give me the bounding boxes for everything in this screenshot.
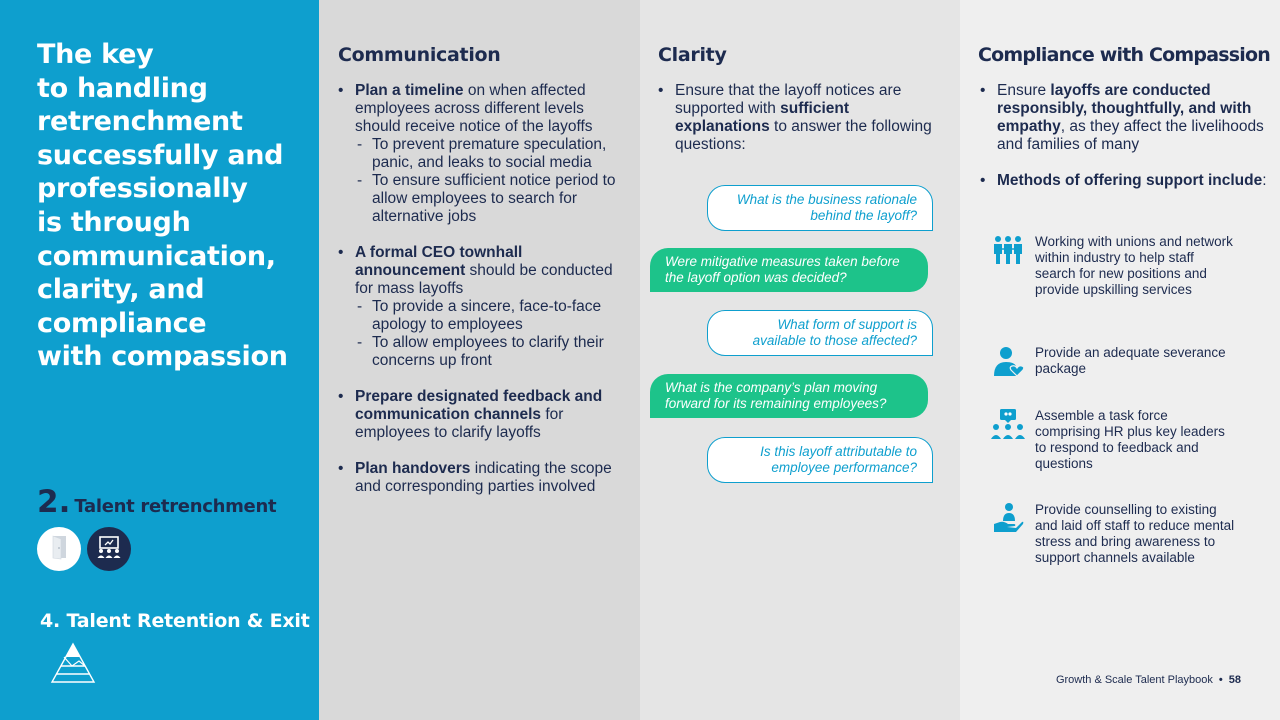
hero-line: with compassion (37, 341, 288, 373)
item-text: , as they affect the livelihoods and families of many (997, 118, 1264, 153)
footer-text: Growth & Scale Talent Playbook (1055, 674, 1213, 686)
subsection-title: 4. Talent Retention & Exit (40, 610, 310, 632)
left-panel (0, 0, 319, 720)
question-bubble: Is this layoff attributable to employee performance? (707, 437, 933, 483)
hero-line: retrenchment (37, 106, 243, 138)
door-icon (48, 534, 70, 565)
list-item (338, 82, 628, 226)
hero-line: clarity, and (37, 274, 205, 306)
communication-list (338, 82, 628, 514)
compliance-title: Compliance with Compassion (978, 44, 1270, 66)
communication-column (319, 0, 640, 720)
support-text: Working with unions and network within industry to help staff search for new positions and provide upskilling services (1035, 234, 1233, 297)
list-item (658, 82, 948, 154)
page-number: 58 (1228, 674, 1241, 686)
list-item (338, 244, 628, 370)
item-bold: A formal CEO townhall announcement (355, 244, 523, 279)
door-nav-button[interactable] (37, 527, 81, 571)
section-marker (37, 484, 276, 520)
item-bold: Prepare designated feedback and communication channels (355, 388, 603, 423)
clarity-title: Clarity (658, 44, 727, 66)
item-bold: Plan a timeline (355, 82, 464, 99)
item-text: indicating the scope and corresponding parties involved (355, 460, 612, 495)
item-bold: sufficient explanations (675, 100, 850, 135)
item-bold: Plan handovers (355, 460, 471, 477)
list-item (980, 82, 1270, 154)
item-text: to answer the following questions: (675, 118, 932, 153)
item-text: Ensure (997, 82, 1051, 99)
retrenchment-nav-button[interactable] (87, 527, 131, 571)
hero-line: communication, (37, 240, 276, 272)
communication-title: Communication (338, 44, 501, 66)
hero-line: to handling (37, 72, 208, 104)
support-text: Provide counselling to existing and laid off staff to reduce mental stress and bring awareness to support channels available (1035, 502, 1235, 565)
support-item (990, 502, 1270, 566)
hero-line: professionally (37, 173, 248, 205)
hand-care-icon (990, 502, 1026, 566)
sub-item: - To ensure sufficient notice period to allow employees to search for alternative jobs (355, 172, 628, 226)
support-item (990, 234, 1270, 298)
section-number: 2. (37, 484, 71, 520)
support-item (990, 345, 1270, 377)
item-text: for employees to clarify layoffs (355, 406, 564, 441)
group-presentation-icon (96, 535, 122, 564)
sub-item: - To prevent premature speculation, panic, and leaks to social media (355, 136, 628, 172)
list-item (338, 388, 628, 442)
footer-separator: • (1218, 674, 1223, 686)
clarity-list (658, 82, 948, 172)
item-text: should be conducted for mass layoffs (355, 262, 613, 297)
list-item (980, 172, 1270, 190)
list-item (338, 460, 628, 496)
sub-list (355, 136, 628, 226)
compliance-column (960, 0, 1280, 720)
item-bold: Methods of offering support include (997, 172, 1263, 189)
sub-list (355, 298, 628, 370)
support-text: Provide an adequate severance package (1035, 345, 1226, 376)
section-label: Talent retrenchment (74, 496, 277, 517)
item-bold: layoffs are conducted responsibly, thoughtfully, and with empathy (997, 82, 1252, 135)
page-footer (1056, 674, 1241, 686)
hero-title (37, 38, 307, 374)
question-bubble: Were mitigative measures taken before the layoff option was decided? (650, 248, 928, 292)
support-item (990, 408, 1270, 472)
question-bubble: What is the company’s plan moving forward for its remaining employees? (650, 374, 928, 418)
question-bubble: What is the business rationale behind the layoff? (707, 185, 933, 231)
task-force-icon (990, 408, 1026, 472)
triangle-logo-icon (50, 642, 96, 689)
hero-line: is through (37, 206, 191, 238)
item-text: on when affected employees across different levels should receive notice of the layoffs (355, 82, 593, 135)
support-text: Assemble a task force comprising HR plus key leaders to respond to feedback and questions (1035, 408, 1225, 471)
sub-item: - To provide a sincere, face-to-face apology to employees (355, 298, 628, 334)
item-text: : (1262, 172, 1267, 189)
compliance-list (980, 82, 1270, 208)
hero-line: successfully and (37, 139, 284, 171)
clarity-column (640, 0, 960, 720)
sub-item: - To allow employees to clarify their concerns up front (355, 334, 628, 370)
hero-line: compliance (37, 307, 207, 339)
people-network-icon (990, 234, 1026, 298)
item-text: Ensure that the layoff notices are supported with (675, 82, 902, 117)
hero-line: The key (37, 39, 154, 70)
question-bubble: What form of support is available to those affected? (707, 310, 933, 356)
person-heart-icon (990, 345, 1026, 377)
